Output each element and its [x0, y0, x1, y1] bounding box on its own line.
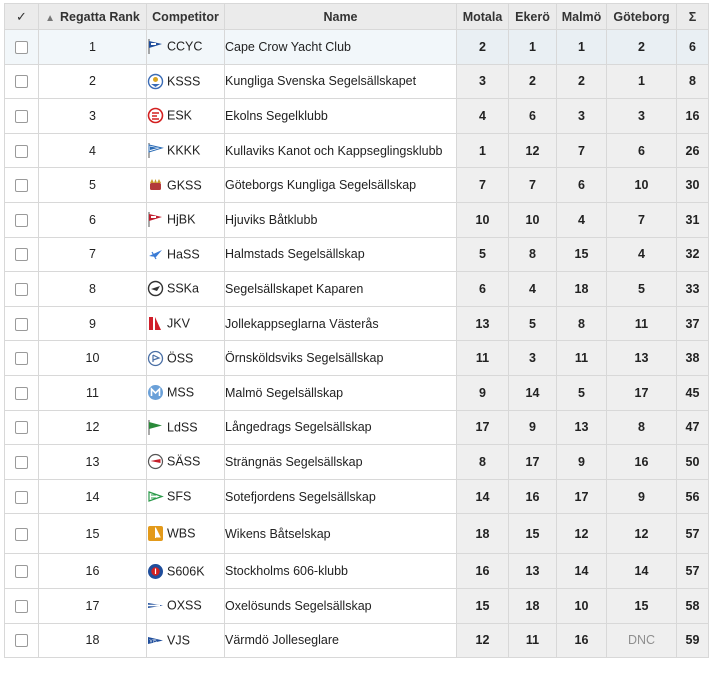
competitor-cell: [147, 64, 225, 99]
rank-cell: 1: [39, 30, 147, 65]
motala-score-cell: 4: [457, 99, 509, 134]
goteborg-score-cell: 7: [607, 202, 677, 237]
sass-emblem-icon: [147, 453, 164, 470]
table-row[interactable]: [5, 30, 709, 65]
row-select-checkbox[interactable]: [15, 456, 28, 469]
motala-header-label: Motala: [462, 9, 503, 24]
ekero-score-cell: 9: [509, 410, 557, 445]
row-select-checkbox[interactable]: [15, 634, 28, 647]
club-name-cell: Malmö Segelsällskap: [225, 375, 457, 410]
sort-ascending-icon: ▲: [45, 12, 55, 24]
table-row[interactable]: [5, 133, 709, 168]
goteborg-score-cell: 3: [607, 99, 677, 134]
table-row[interactable]: [5, 306, 709, 341]
club-name-cell: Hjuviks Båtklubb: [225, 202, 457, 237]
goteborg-score-cell: 13: [607, 341, 677, 376]
row-select-checkbox[interactable]: [15, 318, 28, 331]
row-select-checkbox[interactable]: [15, 248, 28, 261]
row-select-checkbox[interactable]: [15, 41, 28, 54]
goteborg-score-cell: 10: [607, 168, 677, 203]
rank-cell: 14: [39, 479, 147, 514]
sska-emblem-icon: [147, 280, 164, 297]
malmo-score-cell: 16: [557, 623, 607, 658]
name-header-label: Name: [323, 9, 358, 24]
ekero-score-cell: 10: [509, 202, 557, 237]
competitor-code: KKKK: [167, 143, 201, 158]
total-score-cell: 45: [677, 375, 709, 410]
club-name-cell: Halmstads Segelsällskap: [225, 237, 457, 272]
malmo-score-cell: 3: [557, 99, 607, 134]
motala-score-cell: 1: [457, 133, 509, 168]
motala-score-cell: 3: [457, 64, 509, 99]
competitor-code: SSKa: [167, 281, 199, 296]
malmo-score-cell: 4: [557, 202, 607, 237]
club-name-cell: Kullaviks Kanot och Kappseglingsklubb: [225, 133, 457, 168]
competitor-code: HjBK: [167, 212, 196, 227]
club-name-cell: Jollekappseglarna Västerås: [225, 306, 457, 341]
motala-score-cell: 18: [457, 514, 509, 554]
motala-score-cell: 15: [457, 588, 509, 623]
row-select-cell: [5, 410, 39, 445]
table-row[interactable]: [5, 623, 709, 658]
table-row[interactable]: [5, 375, 709, 410]
motala-score-cell: 14: [457, 479, 509, 514]
rank-cell: 16: [39, 554, 147, 589]
competitor-code: SÄSS: [167, 454, 201, 469]
row-select-checkbox[interactable]: [15, 387, 28, 400]
rank-cell: 4: [39, 133, 147, 168]
competitor-cell: [147, 237, 225, 272]
ekero-score-cell: 12: [509, 133, 557, 168]
motala-score-cell: 7: [457, 168, 509, 203]
malmo-score-cell: 9: [557, 445, 607, 480]
club-name-cell: Långedrags Segelsällskap: [225, 410, 457, 445]
checkmark-header-label: ✓: [16, 8, 27, 24]
competitor-code: SFS: [167, 489, 192, 504]
competitor-cell: [147, 445, 225, 480]
total-score-cell: 38: [677, 341, 709, 376]
total-score-cell: 57: [677, 554, 709, 589]
rank-cell: 17: [39, 588, 147, 623]
club-name-cell: Värmdö Jolleseglare: [225, 623, 457, 658]
competitor-code: ÖSS: [167, 351, 194, 366]
row-select-cell: [5, 168, 39, 203]
total-score-cell: 50: [677, 445, 709, 480]
gkss-crown-icon: [147, 177, 164, 194]
total-score-cell: 33: [677, 272, 709, 307]
rank-cell: 2: [39, 64, 147, 99]
goteborg-score-cell: 16: [607, 445, 677, 480]
table-row[interactable]: [5, 588, 709, 623]
mss-emblem-icon: [147, 384, 164, 401]
ekero-score-cell: 18: [509, 588, 557, 623]
rank-cell: 18: [39, 623, 147, 658]
row-select-checkbox[interactable]: [15, 283, 28, 296]
rank-cell: 5: [39, 168, 147, 203]
row-select-cell: [5, 445, 39, 480]
ekero-score-cell: 15: [509, 514, 557, 554]
row-select-checkbox[interactable]: [15, 491, 28, 504]
ekero-column-header[interactable]: [509, 4, 557, 30]
competitor-cell: [147, 168, 225, 203]
ekero-header-label: Ekerö: [515, 9, 550, 24]
hjbk-burgee-icon: [147, 211, 164, 228]
motala-score-cell: 2: [457, 30, 509, 65]
regatta-rank-header-label: Regatta Rank: [60, 9, 140, 24]
goteborg-score-cell: 5: [607, 272, 677, 307]
competitor-cell: [147, 410, 225, 445]
competitor-cell: [147, 341, 225, 376]
table-row[interactable]: [5, 272, 709, 307]
row-select-checkbox[interactable]: [15, 421, 28, 434]
club-name-cell: Segelsällskapet Kaparen: [225, 272, 457, 307]
row-select-checkbox[interactable]: [15, 214, 28, 227]
malmo-score-cell: 2: [557, 64, 607, 99]
row-select-cell: [5, 514, 39, 554]
row-select-cell: [5, 133, 39, 168]
motala-score-cell: 12: [457, 623, 509, 658]
row-select-cell: [5, 30, 39, 65]
rank-cell: 7: [39, 237, 147, 272]
ccyc-burgee-icon: [147, 38, 164, 55]
total-score-cell: 59: [677, 623, 709, 658]
total-score-cell: 31: [677, 202, 709, 237]
malmo-score-cell: 15: [557, 237, 607, 272]
competitor-cell: [147, 623, 225, 658]
total-score-cell: 30: [677, 168, 709, 203]
total-score-cell: 16: [677, 99, 709, 134]
ekero-score-cell: 7: [509, 168, 557, 203]
row-select-checkbox[interactable]: [15, 179, 28, 192]
total-score-cell: 57: [677, 514, 709, 554]
total-score-cell: 32: [677, 237, 709, 272]
row-select-cell: [5, 554, 39, 589]
sfs-burgee-icon: [147, 488, 164, 505]
motala-score-cell: 8: [457, 445, 509, 480]
competitor-code: MSS: [167, 385, 195, 400]
motala-score-cell: 13: [457, 306, 509, 341]
goteborg-score-cell: 14: [607, 554, 677, 589]
goteborg-score-cell: 9: [607, 479, 677, 514]
malmo-score-cell: 18: [557, 272, 607, 307]
s606k-emblem-icon: [147, 563, 164, 580]
ekero-score-cell: 11: [509, 623, 557, 658]
row-select-cell: [5, 341, 39, 376]
malmo-score-cell: 17: [557, 479, 607, 514]
competitor-cell: [147, 202, 225, 237]
competitor-cell: [147, 30, 225, 65]
competitor-code: GKSS: [167, 178, 202, 193]
competitor-cell: [147, 272, 225, 307]
ekero-score-cell: 6: [509, 99, 557, 134]
club-name-cell: Stockholms 606-klubb: [225, 554, 457, 589]
competitor-code: HaSS: [167, 247, 200, 262]
malmo-score-cell: 7: [557, 133, 607, 168]
row-select-cell: [5, 623, 39, 658]
competitor-cell: [147, 554, 225, 589]
malmo-score-cell: 12: [557, 514, 607, 554]
table-row[interactable]: [5, 202, 709, 237]
ldss-burgee-icon: [147, 419, 164, 436]
ekero-score-cell: 3: [509, 341, 557, 376]
ksss-emblem-icon: [147, 73, 164, 90]
competitor-code: OXSS: [167, 598, 202, 613]
row-select-cell: [5, 272, 39, 307]
motala-column-header[interactable]: [457, 4, 509, 30]
row-select-cell: [5, 306, 39, 341]
goteborg-header-label: Göteborg: [613, 9, 670, 24]
goteborg-column-header[interactable]: [607, 4, 677, 30]
ekero-score-cell: 2: [509, 64, 557, 99]
kkkk-burgee-icon: [147, 142, 164, 159]
row-select-cell: [5, 237, 39, 272]
club-name-cell: Oxelösunds Segelsällskap: [225, 588, 457, 623]
goteborg-score-cell: 17: [607, 375, 677, 410]
competitor-code: KSSS: [167, 74, 201, 89]
row-select-checkbox[interactable]: [15, 528, 28, 541]
table-row[interactable]: [5, 554, 709, 589]
motala-score-cell: 10: [457, 202, 509, 237]
table-row[interactable]: [5, 341, 709, 376]
competitor-code: JKV: [167, 316, 190, 331]
row-select-checkbox[interactable]: [15, 600, 28, 613]
table-row[interactable]: [5, 514, 709, 554]
row-select-cell: [5, 479, 39, 514]
ekero-score-cell: 13: [509, 554, 557, 589]
row-select-checkbox[interactable]: [15, 565, 28, 578]
competitor-cell: [147, 99, 225, 134]
table-row[interactable]: [5, 99, 709, 134]
svg-text:VJS: VJS: [149, 639, 157, 645]
club-name-cell: Strängnäs Segelsällskap: [225, 445, 457, 480]
ekero-score-cell: 5: [509, 306, 557, 341]
goteborg-score-cell: 2: [607, 30, 677, 65]
table-header-row: [5, 4, 709, 30]
malmo-score-cell: 14: [557, 554, 607, 589]
ekero-score-cell: 16: [509, 479, 557, 514]
total-score-cell: 37: [677, 306, 709, 341]
oxss-burgee-icon: [147, 597, 164, 614]
rank-cell: 3: [39, 99, 147, 134]
malmo-column-header[interactable]: [557, 4, 607, 30]
club-name-cell: Göteborgs Kungliga Segelsällskap: [225, 168, 457, 203]
row-select-cell: [5, 202, 39, 237]
ekero-score-cell: 4: [509, 272, 557, 307]
regatta-rank-column-header[interactable]: [39, 4, 147, 30]
competitor-cell: [147, 133, 225, 168]
malmo-score-cell: 10: [557, 588, 607, 623]
competitor-cell: [147, 479, 225, 514]
club-name-cell: Wikens Båtselskap: [225, 514, 457, 554]
club-name-cell: Ekolns Segelklubb: [225, 99, 457, 134]
total-score-cell: 58: [677, 588, 709, 623]
club-name-cell: Kungliga Svenska Segelsällskapet: [225, 64, 457, 99]
row-select-checkbox[interactable]: [15, 352, 28, 365]
club-name-cell: Cape Crow Yacht Club: [225, 30, 457, 65]
motala-score-cell: 16: [457, 554, 509, 589]
total-score-cell: 8: [677, 64, 709, 99]
row-select-checkbox[interactable]: [15, 75, 28, 88]
total-score-cell: 26: [677, 133, 709, 168]
select-all-column-header[interactable]: [5, 4, 39, 30]
rank-cell: 6: [39, 202, 147, 237]
motala-score-cell: 9: [457, 375, 509, 410]
hass-bird-icon: [147, 246, 164, 263]
total-score-cell: 56: [677, 479, 709, 514]
wbs-sail-icon: [147, 525, 164, 542]
total-column-header[interactable]: [677, 4, 709, 30]
table-row[interactable]: [5, 237, 709, 272]
goteborg-score-cell: 1: [607, 64, 677, 99]
table-row[interactable]: [5, 410, 709, 445]
rank-cell: 12: [39, 410, 147, 445]
row-select-cell: [5, 588, 39, 623]
esk-emblem-icon: [147, 107, 164, 124]
competitor-code: ESK: [167, 108, 193, 123]
goteborg-score-cell: 6: [607, 133, 677, 168]
competitor-cell: [147, 306, 225, 341]
malmo-score-cell: 8: [557, 306, 607, 341]
malmo-score-cell: 6: [557, 168, 607, 203]
rank-cell: 10: [39, 341, 147, 376]
goteborg-score-cell: 11: [607, 306, 677, 341]
motala-score-cell: 17: [457, 410, 509, 445]
total-score-cell: 6: [677, 30, 709, 65]
total-header-label: Σ: [688, 9, 697, 24]
competitor-code: VJS: [167, 633, 190, 648]
row-select-checkbox[interactable]: [15, 145, 28, 158]
malmo-score-cell: 1: [557, 30, 607, 65]
table-row[interactable]: [5, 479, 709, 514]
name-column-header[interactable]: [225, 4, 457, 30]
competitor-cell: [147, 375, 225, 410]
table-row[interactable]: [5, 64, 709, 99]
goteborg-score-cell: 15: [607, 588, 677, 623]
ekero-score-cell: 14: [509, 375, 557, 410]
malmo-score-cell: 5: [557, 375, 607, 410]
rank-cell: 15: [39, 514, 147, 554]
rank-cell: 9: [39, 306, 147, 341]
row-select-checkbox[interactable]: [15, 110, 28, 123]
competitor-code: S606K: [167, 564, 205, 579]
competitor-code: CCYC: [167, 39, 203, 54]
table-row[interactable]: [5, 445, 709, 480]
competitor-cell: [147, 514, 225, 554]
competitor-column-header[interactable]: [147, 4, 225, 30]
row-select-cell: [5, 375, 39, 410]
ekero-score-cell: 17: [509, 445, 557, 480]
goteborg-score-cell: 4: [607, 237, 677, 272]
ekero-score-cell: 8: [509, 237, 557, 272]
total-score-cell: 47: [677, 410, 709, 445]
row-select-cell: [5, 64, 39, 99]
motala-score-cell: 5: [457, 237, 509, 272]
competitor-code: LdSS: [167, 420, 198, 435]
goteborg-score-cell: 12: [607, 514, 677, 554]
jkv-flag-icon: [147, 315, 164, 332]
table-row[interactable]: [5, 168, 709, 203]
goteborg-score-cell: DNC: [607, 623, 677, 658]
competitor-cell: [147, 588, 225, 623]
goteborg-score-cell: 8: [607, 410, 677, 445]
oss-emblem-icon: [147, 350, 164, 367]
club-name-cell: Sotefjordens Segelsällskap: [225, 479, 457, 514]
competitor-code: WBS: [167, 526, 196, 541]
vjs-burgee-icon: [147, 632, 164, 649]
row-select-cell: [5, 99, 39, 134]
rank-cell: 8: [39, 272, 147, 307]
malmo-header-label: Malmö: [561, 9, 602, 24]
rank-cell: 11: [39, 375, 147, 410]
regatta-results-table: [4, 3, 709, 658]
rank-cell: 13: [39, 445, 147, 480]
club-name-cell: Örnsköldsviks Segelsällskap: [225, 341, 457, 376]
motala-score-cell: 6: [457, 272, 509, 307]
malmo-score-cell: 13: [557, 410, 607, 445]
malmo-score-cell: 11: [557, 341, 607, 376]
ekero-score-cell: 1: [509, 30, 557, 65]
competitor-header-label: Competitor: [152, 9, 219, 24]
motala-score-cell: 11: [457, 341, 509, 376]
